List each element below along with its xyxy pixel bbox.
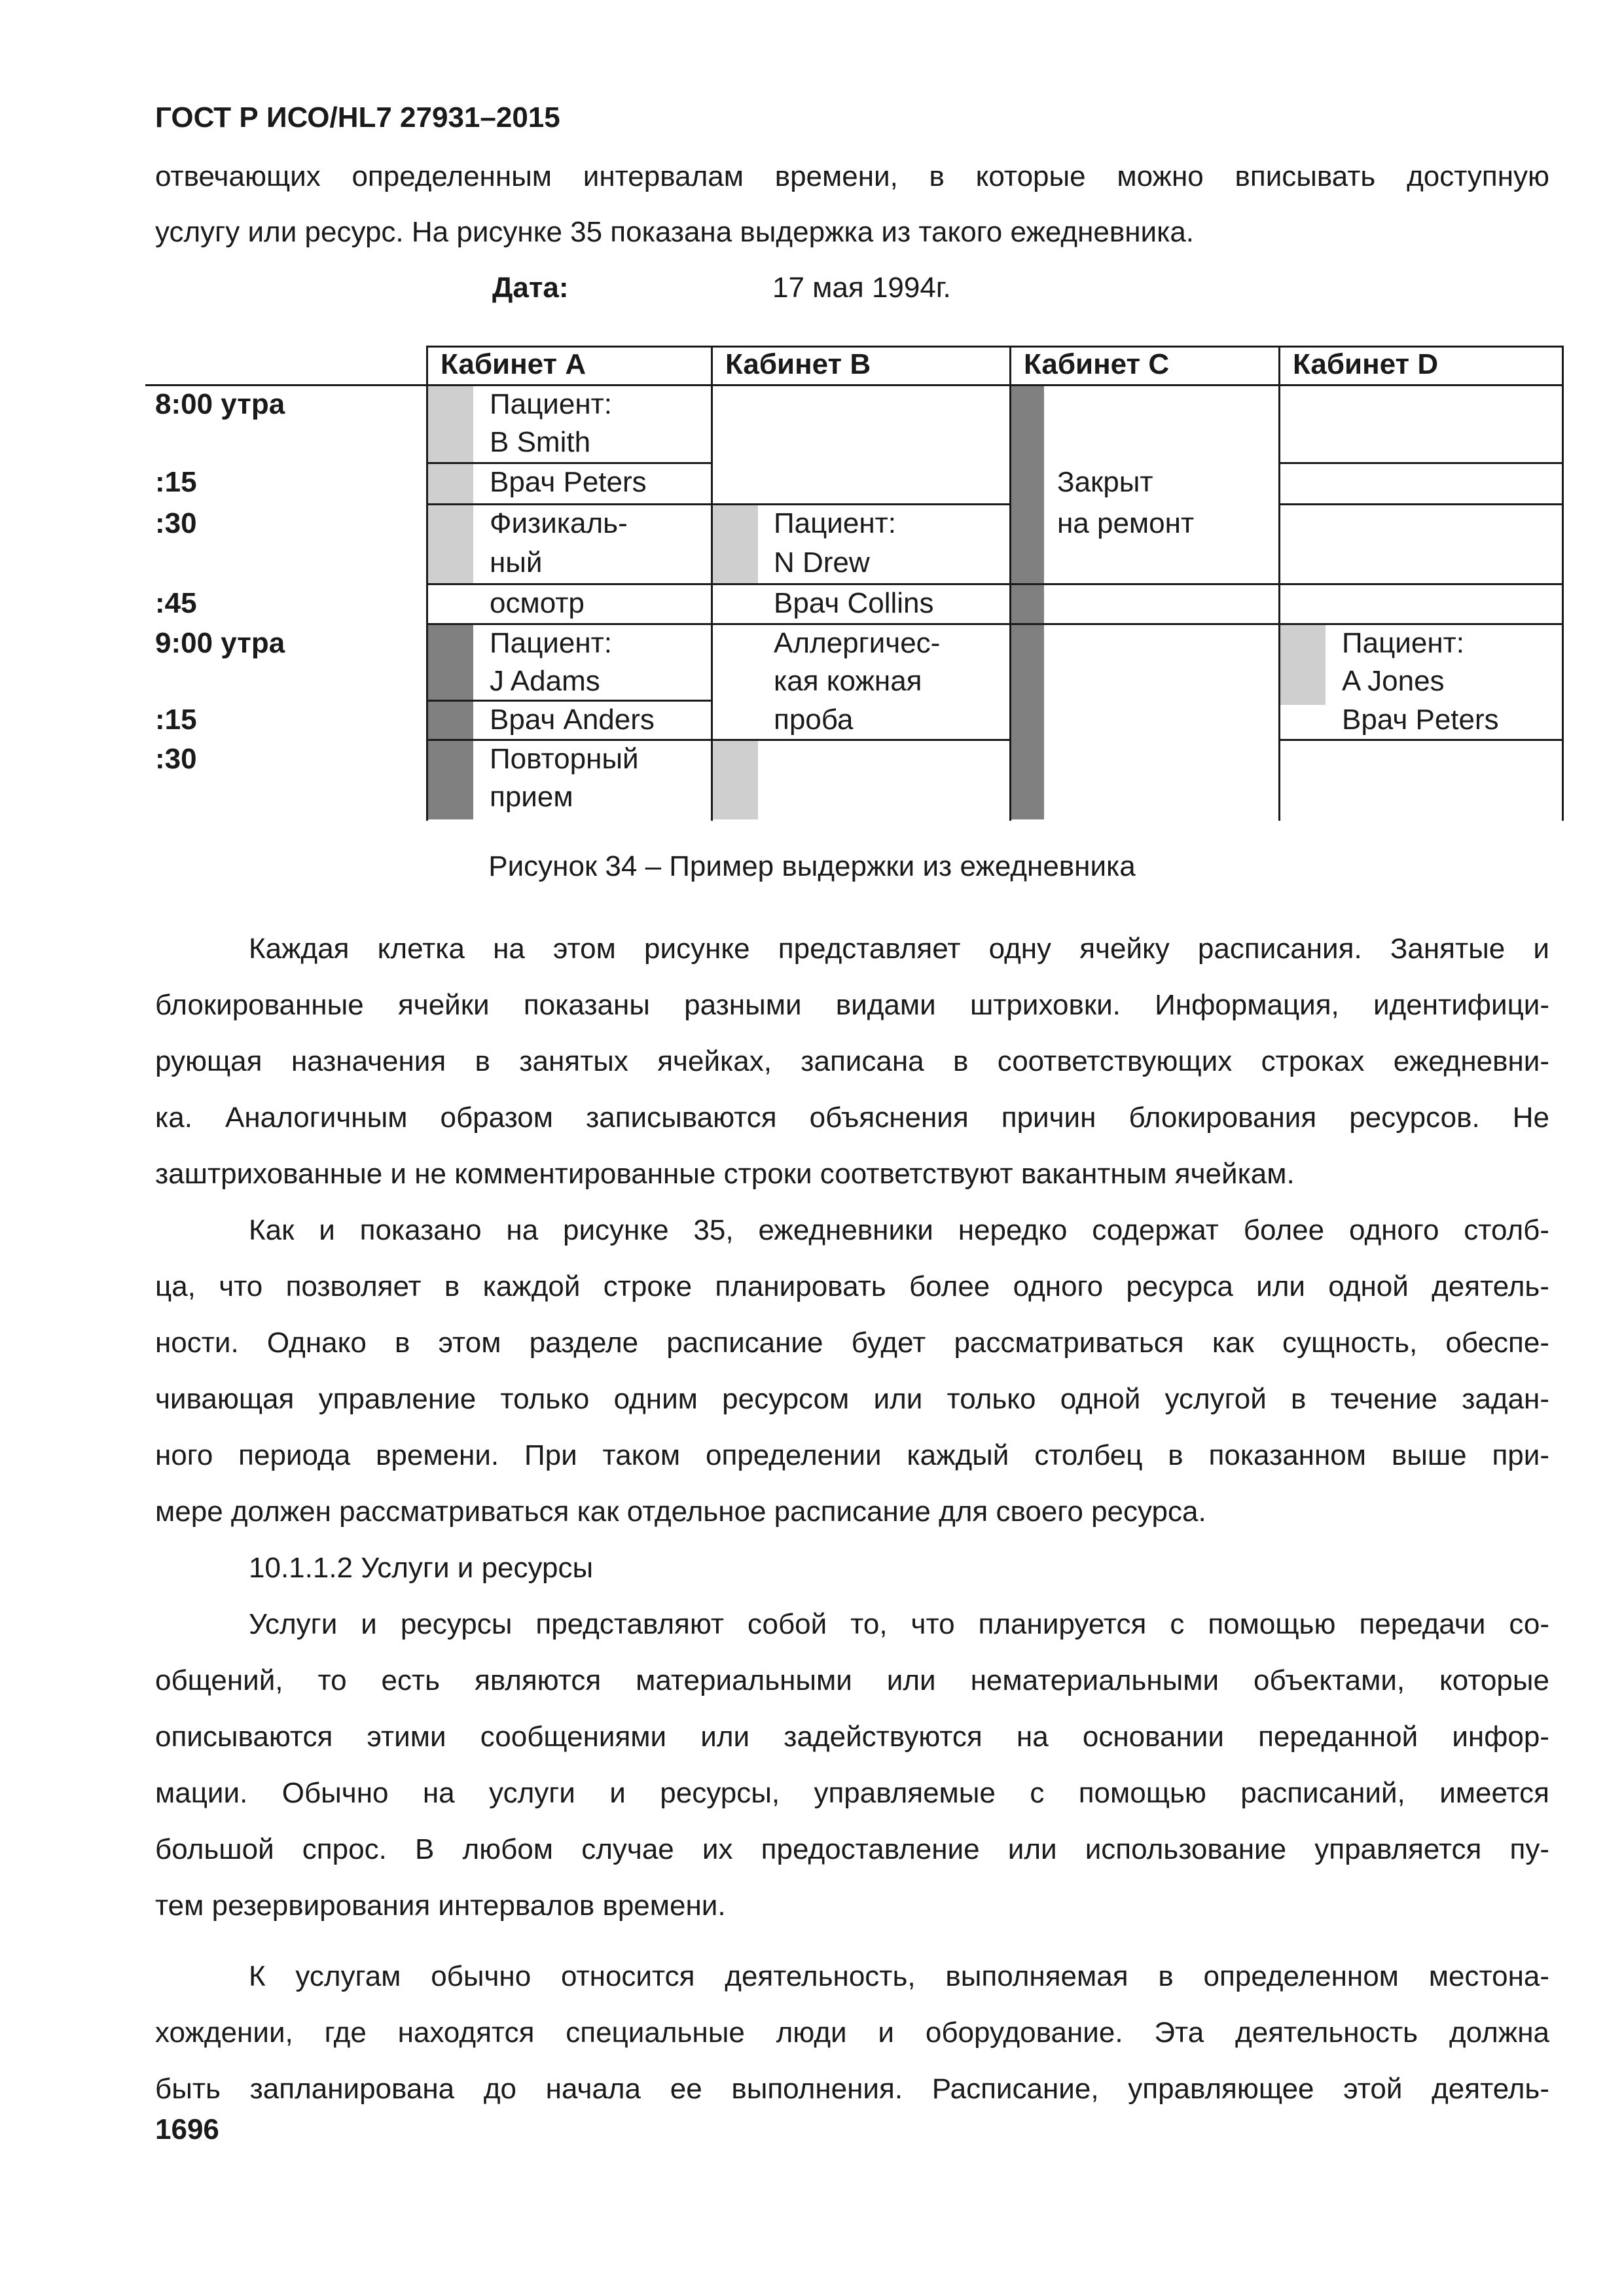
paragraph-4-line: хождении, где находятся специальные люди и оборудование. Эта деятельность должна [155, 2017, 1549, 2049]
paragraph-3-line: описываются этими сообщениями или задействуются на основании переданной инфор- [155, 1721, 1549, 1753]
cell-b-text: Врач Collins [774, 587, 934, 619]
paragraph-3-line: мации. Обычно на услуги и ресурсы, управляемые с помощью расписаний, имеется [155, 1777, 1549, 1809]
paragraph-1-line: рующая назначения в занятых ячейках, записана в соответствующих строках ежедневни- [155, 1045, 1549, 1077]
cell-c-text: Закрыт [1057, 466, 1153, 498]
cell-b-text: N Drew [774, 547, 870, 579]
cell-d-text: A Jones [1342, 665, 1445, 697]
column-header-c: Кабинет C [1024, 348, 1170, 380]
shade-a-adams [428, 625, 473, 819]
paragraph-2-line: чивающая управление только одним ресурсом или только одной услугой в течение задан- [155, 1383, 1549, 1415]
paragraph-2-line: ного периода времени. При таком определении каждый столбец в показанном выше при- [155, 1439, 1549, 1471]
cell-d-text: Пациент: [1342, 627, 1465, 659]
page-number: 1696 [155, 2113, 219, 2145]
time-label: 8:00 утра [155, 388, 285, 420]
shade-b-empty [713, 741, 758, 819]
column-header-b: Кабинет B [725, 348, 871, 380]
cell-a-text: Физикаль- [490, 507, 628, 539]
column-header-a: Кабинет A [441, 348, 586, 380]
shade-d-jones [1280, 625, 1326, 705]
intro-line-1: отвечающих определенным интервалам времени, в которые можно вписывать доступную [155, 160, 1549, 192]
cell-b-text: проба [774, 704, 854, 736]
cell-a-text: ный [490, 547, 543, 579]
paragraph-2-line: Как и показано на рисунке 35, ежедневники нередко содержат более одного столб- [249, 1214, 1549, 1246]
cell-a-text: прием [490, 781, 573, 813]
paragraph-1-line: заштрихованные и не комментированные строки соответствуют вакантным ячейкам. [155, 1158, 1295, 1190]
figure-caption: Рисунок 34 – Пример выдержки из ежедневника [488, 850, 1136, 882]
intro-line-2: услугу или ресурс. На рисунке 35 показана выдержка из такого ежедневника. [155, 216, 1195, 248]
time-label: 9:00 утра [155, 627, 285, 659]
cell-a-text: Повторный [490, 743, 639, 775]
time-label: :15 [155, 466, 197, 498]
paragraph-1-line: блокированные ячейки показаны разными видами штриховки. Информация, идентифици- [155, 989, 1549, 1021]
time-label: :15 [155, 704, 197, 736]
cell-c-text: на ремонт [1057, 507, 1195, 539]
figure-date-label: Дата: [492, 272, 569, 304]
paragraph-3-line: тем резервирования интервалов времени. [155, 1890, 726, 1922]
shade-a-smith [428, 386, 473, 585]
paragraph-3-line: большой спрос. В любом случае их предоставление или использование управляется пу- [155, 1833, 1549, 1865]
cell-b-text: Пациент: [774, 507, 897, 539]
figure-date-value: 17 мая 1994г. [772, 272, 951, 304]
paragraph-2-line: ности. Однако в этом разделе расписание будет рассматриваться как сущность, обеспе- [155, 1327, 1549, 1359]
shade-c-closed [1011, 386, 1044, 819]
cell-d-text: Врач Peters [1342, 704, 1499, 736]
paragraph-3-line: общений, то есть являются материальными или нематериальными объектами, которые [155, 1664, 1549, 1696]
cell-a-text: Врач Anders [490, 704, 655, 736]
time-label: :30 [155, 743, 197, 775]
cell-b-text: кая кожная [774, 665, 922, 697]
paragraph-2-line: мере должен рассматриваться как отдельное расписание для своего ресурса. [155, 1496, 1206, 1528]
time-label: :45 [155, 587, 197, 619]
column-header-d: Кабинет D [1293, 348, 1439, 380]
cell-a-text: B Smith [490, 426, 591, 458]
cell-a-text: J Adams [490, 665, 600, 697]
cell-b-text: Аллергичес- [774, 627, 941, 659]
standard-header: ГОСТ Р ИСО/HL7 27931–2015 [155, 101, 560, 134]
paragraph-4-line: К услугам обычно относится деятельность, выполняемая в определенном местона- [249, 1960, 1549, 1992]
section-heading: 10.1.1.2 Услуги и ресурсы [249, 1552, 594, 1584]
cell-a-text: осмотр [490, 587, 585, 619]
paragraph-2-line: ца, что позволяет в каждой строке планировать более одного ресурса или одной деятель- [155, 1270, 1549, 1302]
cell-a-text: Пациент: [490, 627, 613, 659]
shade-b-drew [713, 505, 758, 585]
paragraph-3-line: Услуги и ресурсы представляют собой то, что планируется с помощью передачи со- [249, 1608, 1549, 1640]
paragraph-4-line: быть запланирована до начала ее выполнения. Расписание, управляющее этой деятель- [155, 2073, 1549, 2105]
paragraph-1-line: Каждая клетка на этом рисунке представляет одну ячейку расписания. Занятые и [249, 933, 1549, 965]
cell-a-text: Пациент: [490, 388, 613, 420]
time-label: :30 [155, 507, 197, 539]
cell-a-text: Врач Peters [490, 466, 647, 498]
paragraph-1-line: ка. Аналогичным образом записываются объяснения причин блокирования ресурсов. Не [155, 1102, 1549, 1134]
